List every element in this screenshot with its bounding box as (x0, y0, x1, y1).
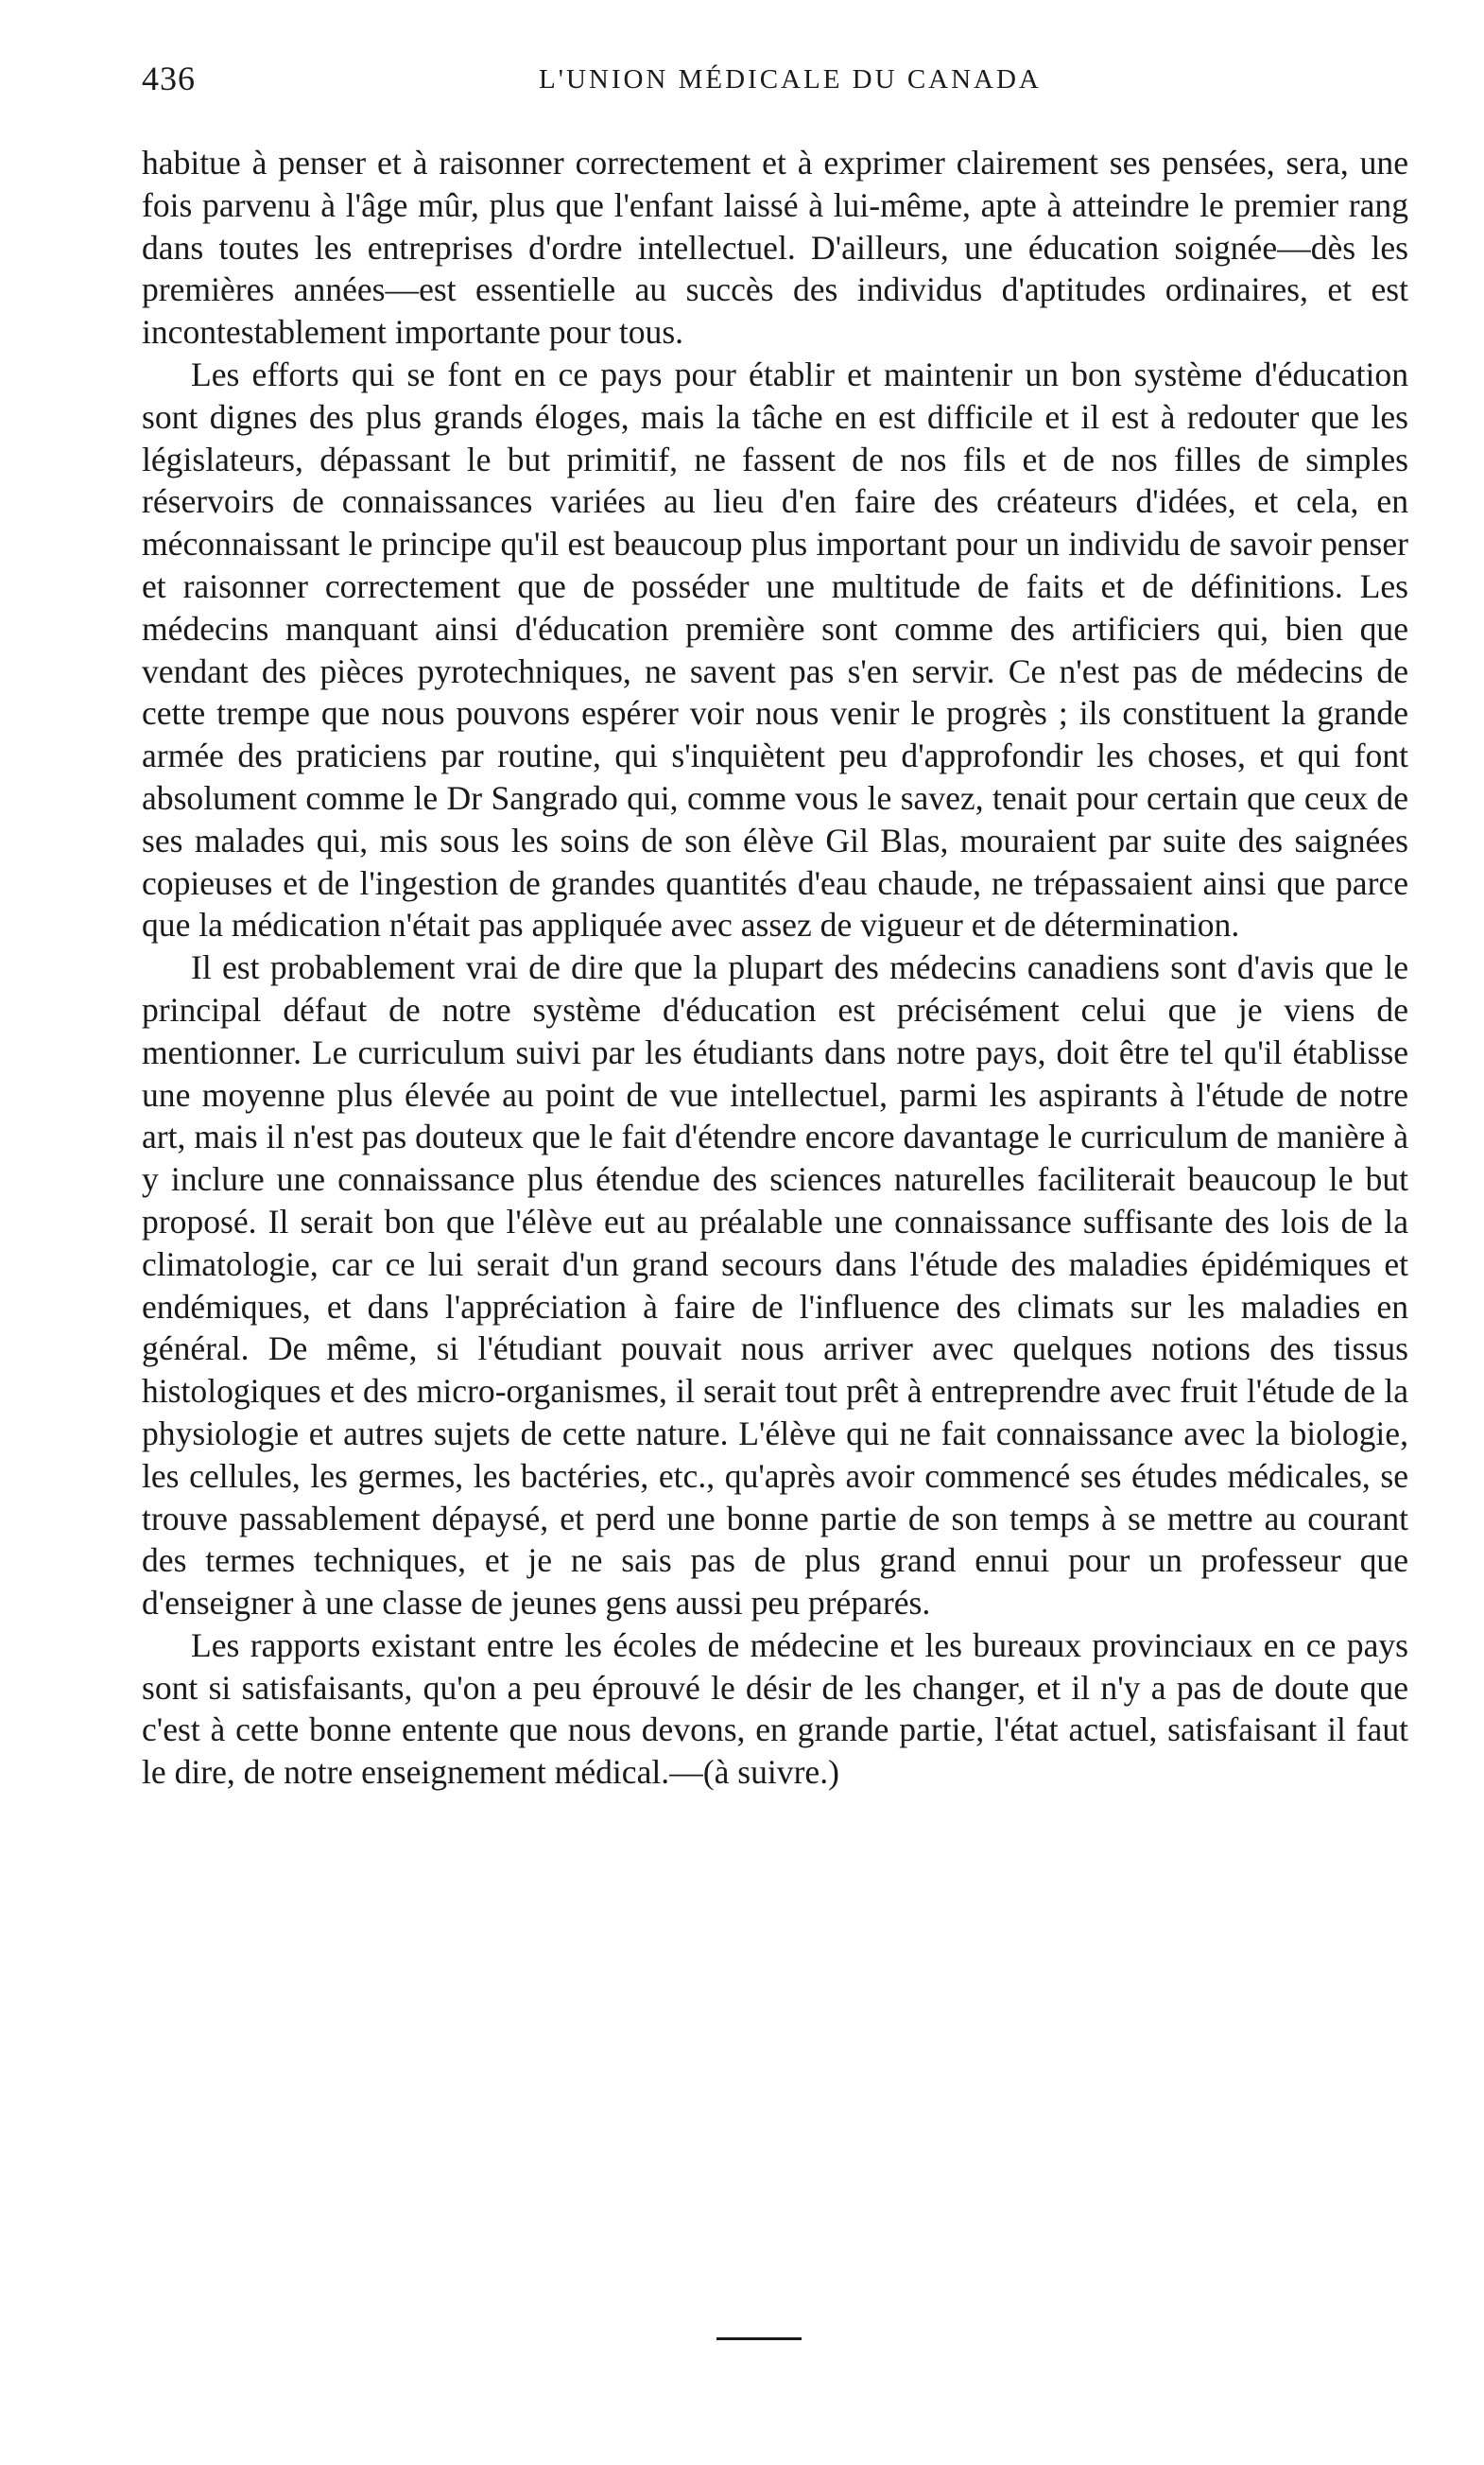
paragraph-curriculum: Il est probablement vrai de dire que la plupart des médecins canadiens sont d'avis que le principal défaut de notre système d'éducation est précisément celui que je viens de mentionner. Le curriculum suivi par les étudiants dans notre pays, doit être tel qu'il établisse une moyenne plus élevée au point de vue intellectuel, parmi les aspirants à l'étude de notre art, mais il n'est pas douteux que le fait d'étendre encore davantage le curriculum de manière à y inclure une connaissance plus étendue des sciences naturelles faciliterait beaucoup le but proposé. Il serait bon que l'élève eut au préalable une connaissance suffisante des lois de la climatologie, car ce lui serait d'un grand secours dans l'étude des maladies épidémiques et endémiques, et dans l'appréciation à faire de l'influence des climats sur les maladies en général. De même, si l'étudiant pouvait nous arriver avec quelques notions des tissus histologiques et des micro-organismes, il serait tout prêt à entreprendre avec fruit l'étude de la physiologie et autres sujets de cette nature. L'élève qui ne fait connaissance avec la biologie, les cellules, les germes, les bactéries, etc., qu'après avoir commencé ses études médicales, se trouve passablement dépaysé, et perd une bonne partie de son temps à se mettre au courant des termes techniques, et je ne sais pas de plus grand ennui pour un professeur que d'enseigner à une classe de jeunes gens aussi peu préparés. (142, 948, 1408, 1623)
paragraph-continuation: habitue à penser et à raisonner correctement et à exprimer clairement ses pensées, sera, une fois parvenu à l'âge mûr, plus que l'enfant laissé à lui-même, apte à atteindre le premier rang dans toutes les entreprises d'ordre intellectuel. D'ailleurs, une éducation soignée—dès les premières années—est essentielle au succès des individus d'aptitudes ordinaires, et est incontestablement importante pour tous. (142, 144, 1408, 352)
paragraph-education-system: Les efforts qui se font en ce pays pour établir et maintenir un bon système d'éducation sont dignes des plus grands éloges, mais la tâche en est difficile et il est à redouter que les législateurs, dépassant le but primitif, ne fassent de nos fils et de nos filles de simples réservoirs de connaissances variées au lieu d'en faire des créateurs d'idées, et cela, en méconnaissant le principe qu'il est beaucoup plus important pour un individu de savoir penser et raisonner correctement que de posséder une multitude de faits et de définitions. Les médecins manquant ainsi d'éducation première sont comme des artificiers qui, bien que vendant des pièces pyrotechniques, ne savent pas s'en servir. Ce n'est pas de médecins de cette trempe que nous pouvons espérer voir nous venir le progrès ; ils constituent la grande armée des praticiens par routine, qui s'inquiètent peu d'approfondir les choses, et qui font absolument comme le Dr Sangrado qui, comme vous le savez, tenait pour certain que ceux de ses malades qui, mis sous les soins de son élève Gil Blas, mouraient par suite des saignées copieuses et de l'ingestion de grandes quantités d'eau chaude, ne trépassaient ainsi que parce que la médication n'était pas appliquée avec assez de vigueur et de détermination. (142, 355, 1408, 945)
page-number: 436 (142, 60, 196, 97)
journal-title: L'UNION MÉDICALE DU CANADA (539, 64, 1042, 95)
article-body (142, 142, 1408, 1794)
paragraph-provincial-boards: Les rapports existant entre les écoles de médecine et les bureaux provinciaux en ce pays sont si satisfaisants, qu'on a peu éprouvé le désir de les changer, et il n'y a pas de doute que c'est à cette bonne entente que nous devons, en grande partie, l'état actuel, satisfaisant il faut le dire, de notre enseignement médical.—(à suivre.) (142, 1625, 1408, 1792)
end-rule-divider (716, 2337, 802, 2340)
running-head (142, 59, 1408, 106)
